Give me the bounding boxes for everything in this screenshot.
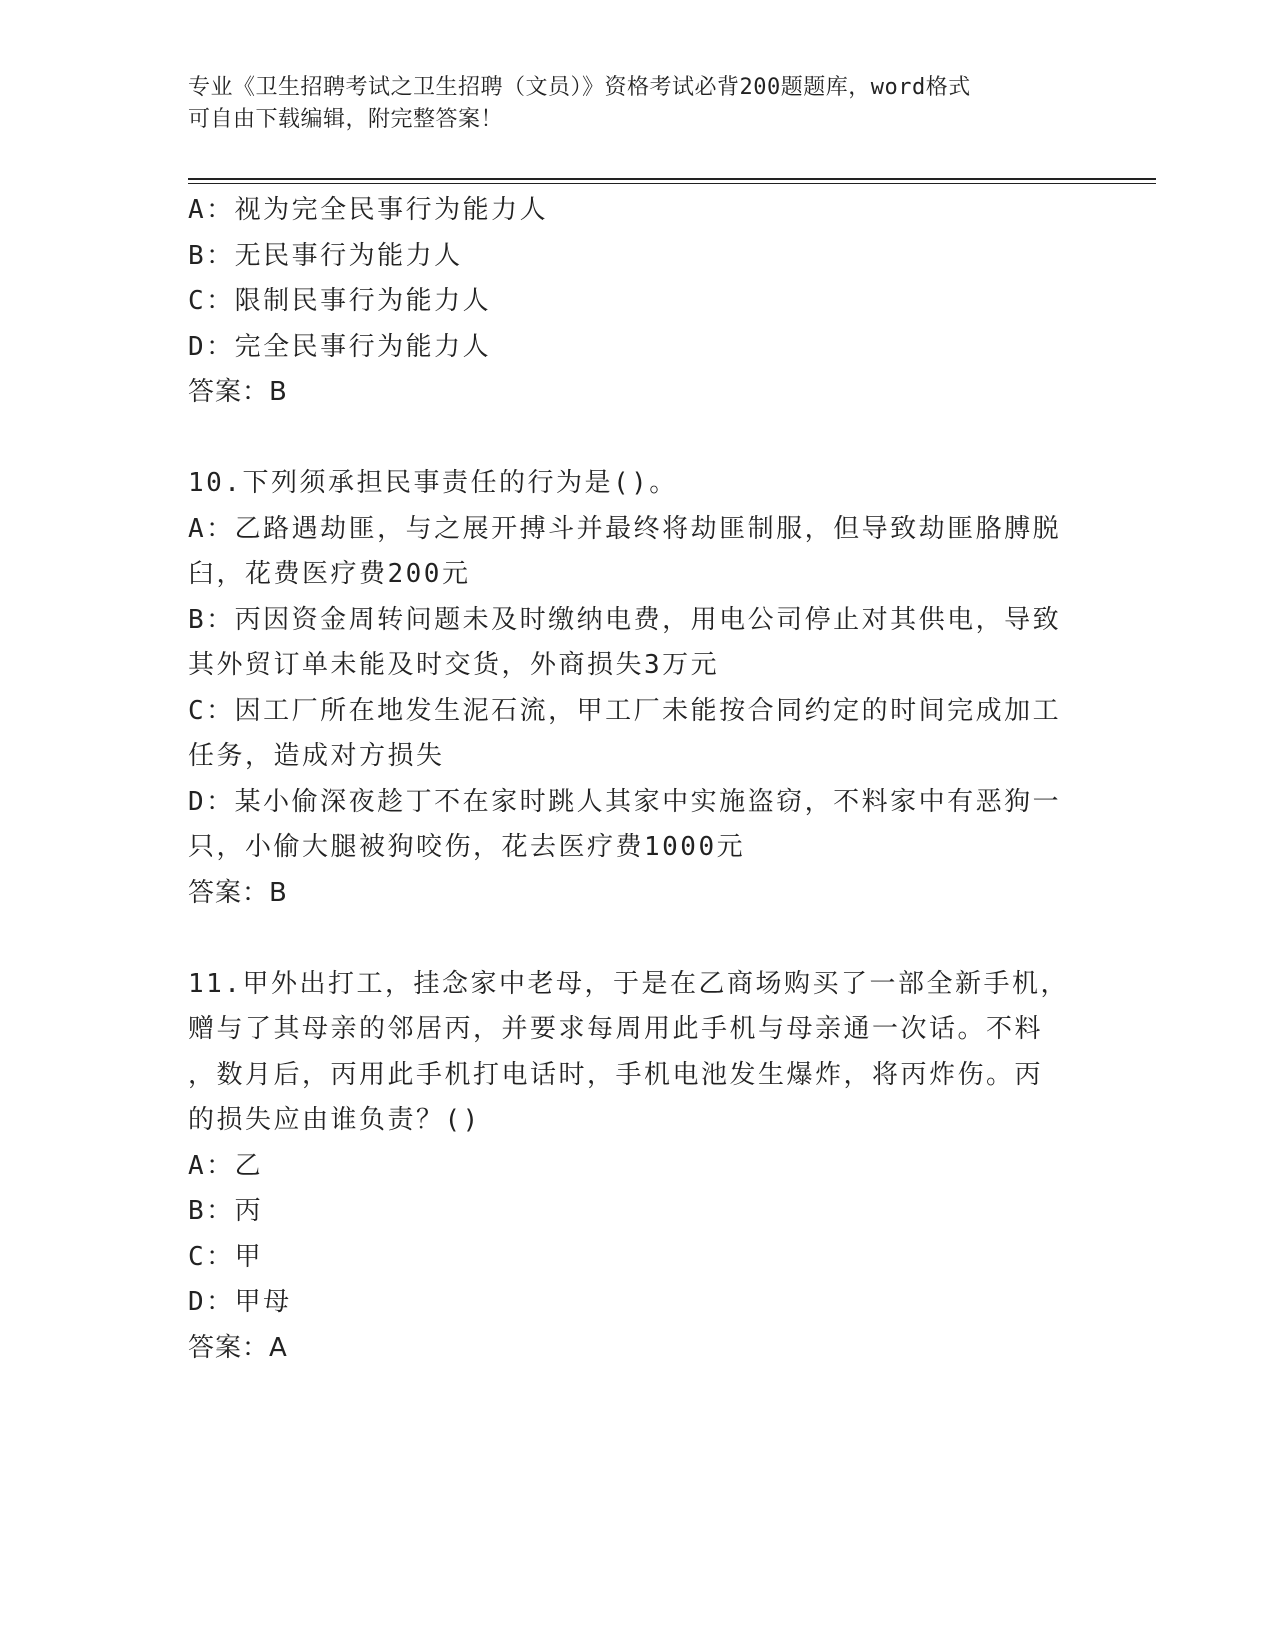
option-a-line-1: A：乙路遇劫匪，与之展开搏斗并最终将劫匪制服，但导致劫匪胳膊脱: [188, 513, 1062, 544]
answer-line: 答案：B: [188, 877, 288, 908]
answer-line: 答案：A: [188, 1332, 288, 1363]
spacer: [188, 916, 1088, 962]
document-body: [188, 188, 1088, 1371]
question-text-line-2: 赠与了其母亲的邻居丙，并要求每周用此手机与母亲通一次话。不料: [188, 1014, 1044, 1044]
question-9: [188, 188, 1088, 416]
option-d-line-2: 只，小偷大腿被狗咬伤，花去医疗费1000元: [188, 832, 746, 862]
option-b-line-2: 其外贸订单未能及时交货，外商损失3万元: [188, 650, 720, 680]
option-c: C：甲: [188, 1241, 264, 1272]
question-11: [188, 962, 1088, 1372]
question-text: 10.下列须承担民事责任的行为是()。: [188, 468, 678, 498]
option-a: A：视为完全民事行为能力人: [188, 195, 549, 225]
question-10: [188, 461, 1088, 916]
option-d: D：甲母: [188, 1287, 292, 1317]
option-c: C：限制民事行为能力人: [188, 286, 492, 316]
header-divider-thick: [188, 178, 1156, 180]
answer-line: 答案：B: [188, 377, 288, 407]
document-header: [188, 72, 1088, 136]
question-text-line-1: 11.甲外出打工，挂念家中老母，于是在乙商场购买了一部全新手机，: [188, 968, 1069, 999]
option-c-line-1: C：因工厂所在地发生泥石流，甲工厂未能按合同约定的时间完成加工: [188, 695, 1062, 726]
option-c-line-2: 任务，造成对方损失: [188, 741, 445, 771]
option-b: B：无民事行为能力人: [188, 240, 463, 271]
spacer: [188, 416, 1088, 462]
header-divider-thin: [188, 183, 1156, 184]
header-line-2: 可自由下载编辑，附完整答案！: [188, 107, 504, 132]
option-b-line-1: B：丙因资金周转问题未及时缴纳电费，用电公司停止对其供电，导致: [188, 604, 1062, 635]
option-a-line-2: 臼，花费医疗费200元: [188, 559, 471, 589]
option-b: B：丙: [188, 1196, 264, 1226]
option-d-line-1: D：某小偷深夜趁丁不在家时跳人其家中实施盗窃，不料家中有恶狗一: [188, 786, 1062, 817]
header-line-1: 专业《卫生招聘考试之卫生招聘（文员）》资格考试必背200题题库，word格式: [188, 75, 971, 100]
option-d: D：完全民事行为能力人: [188, 331, 492, 362]
question-text-line-3: ，数月后，丙用此手机打电话时，手机电池发生爆炸，将丙炸伤。丙: [188, 1059, 1044, 1090]
option-a: A：乙: [188, 1150, 264, 1181]
question-text-line-4: 的损失应由谁负责？(): [188, 1105, 481, 1135]
